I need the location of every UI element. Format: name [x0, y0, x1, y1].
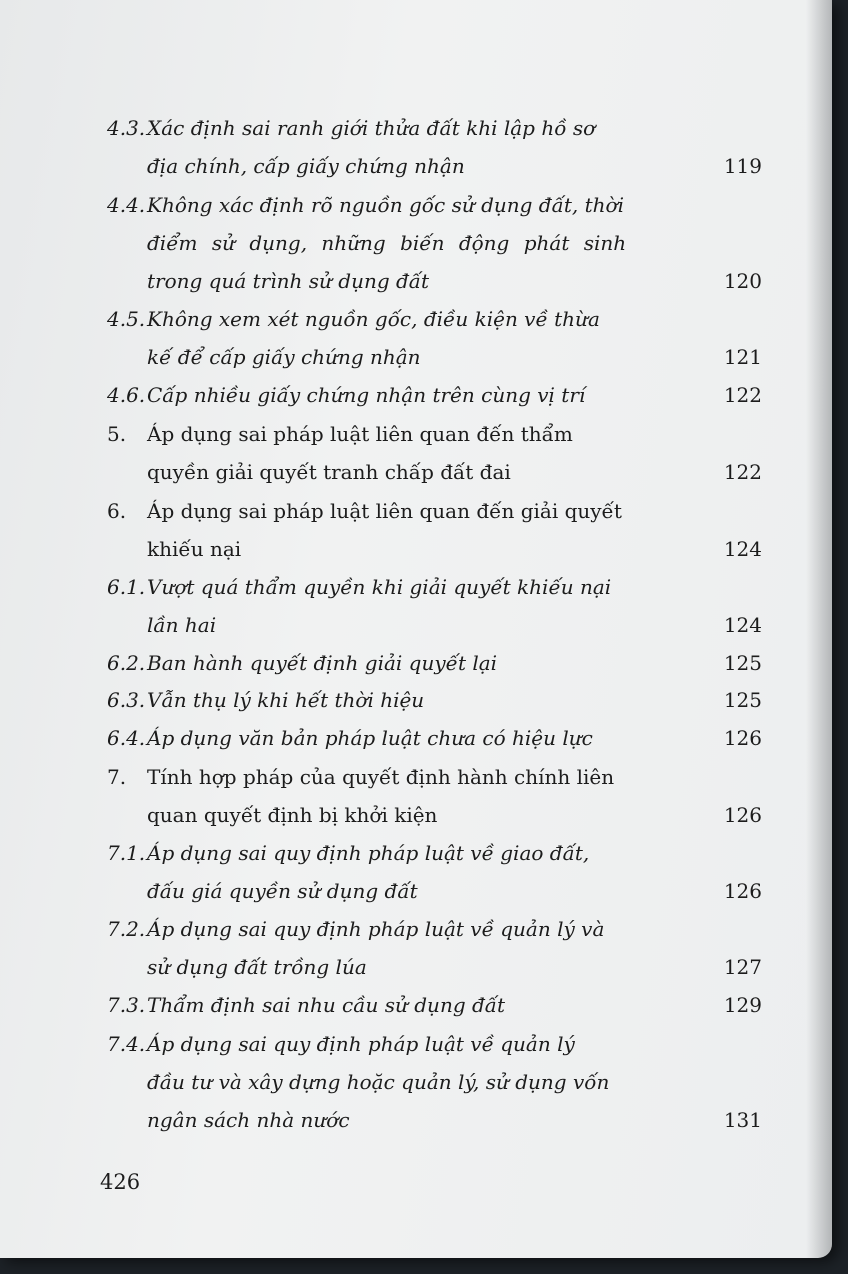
entry-title-line: kế để cấp giấy chứng nhận [147, 345, 421, 369]
toc-entry-6 [0, 491, 832, 531]
entry-title-line: ngân sách nhà nước [147, 1108, 350, 1132]
entry-title-line: Vượt quá thẩm quyền khi giải quyết khiếu nại [147, 575, 612, 599]
entry-number: 7.2. [107, 917, 146, 941]
toc-entry-5-cont [0, 452, 832, 492]
entry-title-line: điểm sử dụng, những biến động phát sinh [147, 231, 627, 255]
entry-title-line: Ban hành quyết định giải quyết lại [147, 651, 498, 675]
toc-entry-7-4-cont2 [0, 1100, 832, 1140]
toc-entry-6-3 [0, 680, 832, 720]
entry-number: 7.3. [107, 993, 146, 1017]
entry-page: 122 [723, 383, 762, 407]
entry-number: 4.5. [107, 307, 146, 331]
entry-title-line: Không xác định rõ nguồn gốc sử dụng đất, thời [147, 193, 624, 217]
entry-title-line: Áp dụng sai quy định pháp luật về quản lý và [147, 917, 605, 941]
toc-entry-7-2 [0, 909, 832, 949]
toc-entry-4-5-cont [0, 337, 832, 377]
folio-page-number: 426 [100, 1170, 141, 1194]
entry-page: 126 [723, 879, 762, 903]
toc-entry-6-cont [0, 529, 832, 569]
toc-entry-7-1-cont [0, 871, 832, 911]
entry-page: 126 [723, 803, 762, 827]
entry-page: 126 [723, 726, 762, 750]
entry-title-line: đấu giá quyền sử dụng đất [147, 879, 418, 903]
toc-entry-4-4-cont [0, 223, 832, 263]
entry-number: 4.4. [107, 193, 146, 217]
entry-title-line: quyền giải quyết tranh chấp đất đai [147, 460, 511, 484]
toc-entry-7-cont [0, 795, 832, 835]
entry-number: 5. [107, 422, 127, 446]
toc-entry-7-4 [0, 1024, 832, 1064]
toc-entry-4-3-cont [0, 146, 832, 186]
entry-page: 121 [723, 345, 762, 369]
entry-number: 7.4. [107, 1032, 146, 1056]
entry-number: 6.4. [107, 726, 146, 750]
entry-title-line: Xác định sai ranh giới thửa đất khi lập hồ sơ [147, 116, 596, 140]
entry-title-line: trong quá trình sử dụng đất [147, 269, 430, 293]
entry-page: 124 [723, 537, 762, 561]
entry-title-line: Thẩm định sai nhu cầu sử dụng đất [147, 993, 506, 1017]
entry-page: 131 [723, 1108, 762, 1132]
toc-entry-5 [0, 414, 832, 454]
entry-page: 124 [723, 613, 762, 637]
entry-title-line: Áp dụng sai quy định pháp luật về quản lý [147, 1032, 575, 1056]
entry-title-line: khiếu nại [147, 537, 242, 561]
entry-title-line: lần hai [147, 613, 217, 637]
entry-title-line: Áp dụng văn bản pháp luật chưa có hiệu lực [147, 726, 593, 750]
entry-number: 7.1. [107, 841, 146, 865]
entry-title-line: Tính hợp pháp của quyết định hành chính liên [147, 765, 615, 789]
toc-entry-6-2 [0, 643, 832, 683]
entry-page: 125 [723, 688, 762, 712]
entry-title-line: Cấp nhiều giấy chứng nhận trên cùng vị trí [147, 383, 586, 407]
entry-number: 7. [107, 765, 127, 789]
toc-entry-6-1-cont [0, 605, 832, 645]
entry-page: 129 [723, 993, 762, 1017]
toc-entry-6-4 [0, 718, 832, 758]
entry-title-line: địa chính, cấp giấy chứng nhận [147, 154, 465, 178]
entry-page: 127 [723, 955, 762, 979]
toc-entry-4-3 [0, 108, 832, 148]
toc-entry-4-6 [0, 375, 832, 415]
entry-number: 4.6. [107, 383, 146, 407]
entry-page: 125 [723, 651, 762, 675]
toc-entry-7-2-cont [0, 947, 832, 987]
entry-title-line: Áp dụng sai pháp luật liên quan đến thẩm [147, 422, 573, 446]
toc-entry-4-4-cont2 [0, 261, 832, 301]
entry-number: 6.3. [107, 688, 146, 712]
entry-page: 119 [723, 154, 762, 178]
toc-entry-4-4 [0, 185, 832, 225]
toc-entry-4-5 [0, 299, 832, 339]
entry-title-line: đầu tư và xây dựng hoặc quản lý, sử dụng vốn [147, 1070, 610, 1094]
toc-entry-6-1 [0, 567, 832, 607]
entry-number: 6.2. [107, 651, 146, 675]
toc-entry-7-4-cont [0, 1062, 832, 1102]
toc-entry-7 [0, 757, 832, 797]
toc-entry-7-1 [0, 833, 832, 873]
entry-number: 6. [107, 499, 127, 523]
entry-title-line: Áp dụng sai pháp luật liên quan đến giải quyết [147, 499, 622, 523]
entry-page: 120 [723, 269, 762, 293]
entry-title-line: Áp dụng sai quy định pháp luật về giao đất, [147, 841, 590, 865]
entry-title-line: Không xem xét nguồn gốc, điều kiện về thừa [147, 307, 600, 331]
entry-title-line: sử dụng đất trồng lúa [147, 955, 367, 979]
toc-entry-7-3 [0, 985, 832, 1025]
entry-number: 4.3. [107, 116, 146, 140]
entry-number: 6.1. [107, 575, 146, 599]
entry-page: 122 [723, 460, 762, 484]
entry-title-line: quan quyết định bị khởi kiện [147, 803, 438, 827]
entry-title-line: Vẫn thụ lý khi hết thời hiệu [147, 688, 425, 712]
